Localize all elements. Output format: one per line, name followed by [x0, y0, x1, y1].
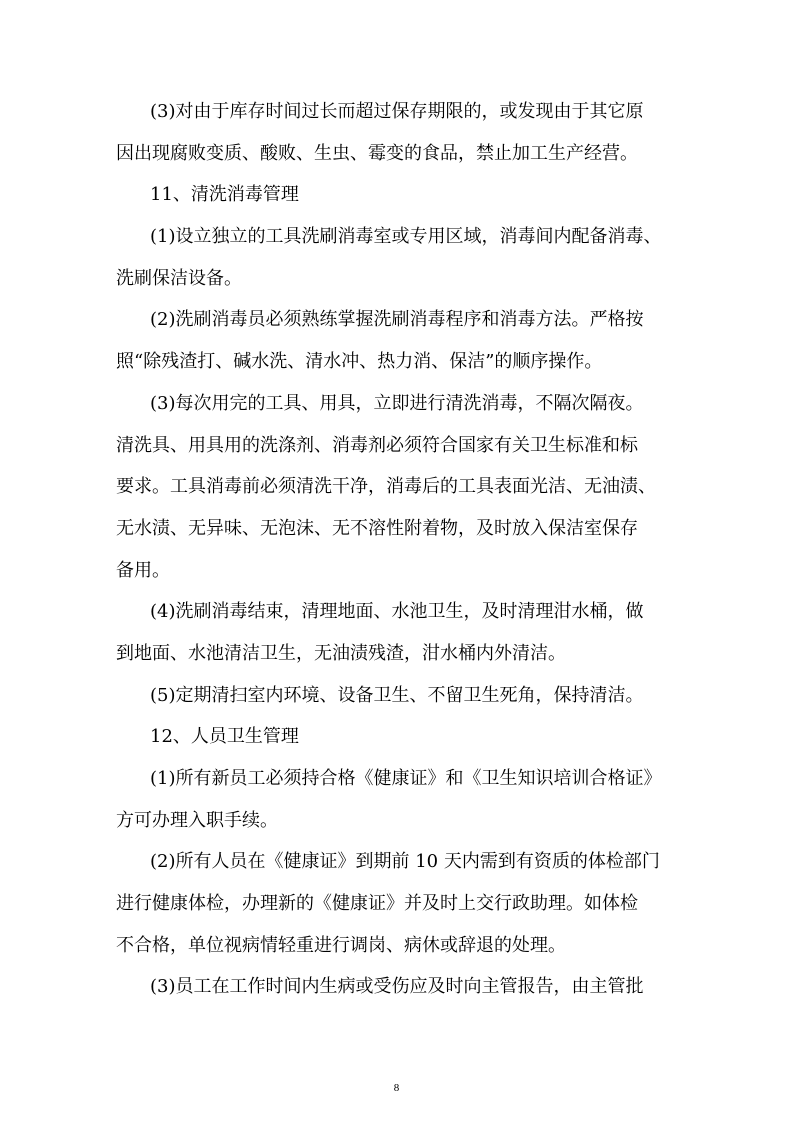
- text-line: 要求。工具消毒前必须清洗干净，消毒后的工具表面光洁、无油渍、: [116, 476, 656, 498]
- body-text: [116, 91, 686, 1008]
- text-line: 无水渍、无异味、无泡沫、无不溶性附着物，及时放入保洁室保存: [116, 517, 638, 539]
- text-line: (4)洗刷消毒结束，清理地面、水池卫生，及时清理泔水桶，做: [150, 601, 644, 623]
- text-line: 洗刷保洁设备。: [116, 267, 242, 289]
- section-heading: 11、清洗消毒管理: [150, 184, 299, 206]
- page-number: 8: [393, 1082, 400, 1094]
- text-line: 照“除残渣打、碱水洗、清水冲、热力消、保洁”的顺序操作。: [116, 351, 603, 373]
- text-line: 因出现腐败变质、酸败、生虫、霉变的食品，禁止加工生产经营。: [116, 142, 638, 164]
- text-line: (3)每次用完的工具、用具，立即进行清洗消毒，不隔次隔夜。: [150, 392, 644, 414]
- text-line: 方可办理入职手续。: [116, 809, 278, 831]
- text-line: (1)设立独立的工具洗刷消毒室或专用区域，消毒间内配备消毒、: [150, 226, 662, 248]
- text-line: 到地面、水池清洁卫生，无油渍残渣，泔水桶内外清洁。: [116, 642, 566, 664]
- text-line: (3)员工在工作时间内生病或受伤应及时向主管报告，由主管批: [150, 976, 644, 998]
- text-line: 备用。: [116, 559, 170, 581]
- text-line: (1)所有新员工必须持合格《健康证》和《卫生知识培训合格证》: [150, 768, 662, 789]
- section-heading: 12、人员卫生管理: [150, 726, 299, 748]
- text-line: (2)洗刷消毒员必须熟练掌握洗刷消毒程序和消毒方法。严格按: [150, 309, 644, 331]
- text-line: (3)对由于库存时间过长而超过保存期限的，或发现由于其它原: [150, 101, 644, 122]
- text-line: (2)所有人员在《健康证》到期前 10 天内需到有资质的体检部门: [150, 851, 660, 873]
- text-line: (5)定期清扫室内环境、设备卫生、不留卫生死角，保持清洁。: [150, 684, 644, 706]
- text-line: 进行健康体检，办理新的《健康证》并及时上交行政助理。如体检: [116, 893, 638, 915]
- text-line: 不合格，单位视病情轻重进行调岗、病休或辞退的处理。: [116, 934, 566, 956]
- text-line: 清洗具、用具用的洗涤剂、消毒剂必须符合国家有关卫生标准和标: [116, 434, 638, 456]
